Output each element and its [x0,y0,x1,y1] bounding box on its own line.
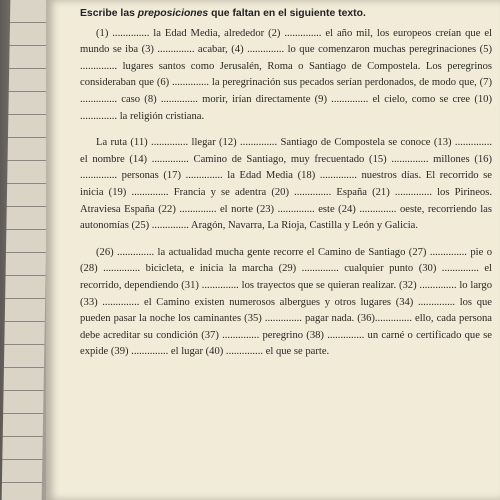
paragraph-2: La ruta (11) .............. llegar (12) .............. Santiago de Compostela se conoce (13) .............. el nombre (14) .............. Camino de Santiago, muy frecuentado (15) .............. millones (16) .............. personas (17) .............. la Edad Media (18) .............. nuestros días. El recorrido se inicia (19) .............. Francia y se adentra (20) .............. España (21) .............. los Pirineos. Atraviesa España (22) .............. el norte (23) .............. este (24) .............. oeste, recorriendo las autonomías (25) .............. Aragón, Navarra, La Rioja, Castilla y León y Galicia. [80,137,492,232]
paragraph-3: (26) .............. la actualidad mucha gente recorre el Camino de Santiago (27) .............. pie o (28) .............. bicicleta, e inicia la marcha (29) .............. cualquier punto (30) .............. el recorrido, dependiendo (31) .............. los trayectos que se quieran realizar. (32) .............. lo largo (33) .............. el Camino existen numerosos albergues y otros lugares (34) .............. los que pueden pasar la noche los caminantes (35) .............. pagar nada. (36).............. ello, cada persona debe acreditar su condición (37) .............. peregrino (38) .............. un carné o certificado que se expide (39) .............. el lugar (40) .............. el que se parte. [80,246,492,358]
paragraph-1: (1) .............. la Edad Media, alrededor (2) .............. el año mil, los europeos creían que el mundo se iba (3) .............. acabar, (4) .............. lo que comenzaron muchas peregrinaciones (5) .............. lugares santos como Jerusalén, Roma o Santiago de Compostela. Los peregrinos consideraban que (6) .............. la peregrinación sus pecados serían perdonados, de modo que, (7) .............. caso (8) .............. morir, irían directamente (9) .............. el cielo, como se cree (10) .............. la religión cristiana. [80,27,492,122]
exercise-text [80,6,492,371]
textbook-page [46,0,500,500]
heading-emphasis: preposiciones [137,8,209,19]
exercise-heading: Escribe las preposiciones que faltan en el siguiente texto. [80,8,366,19]
